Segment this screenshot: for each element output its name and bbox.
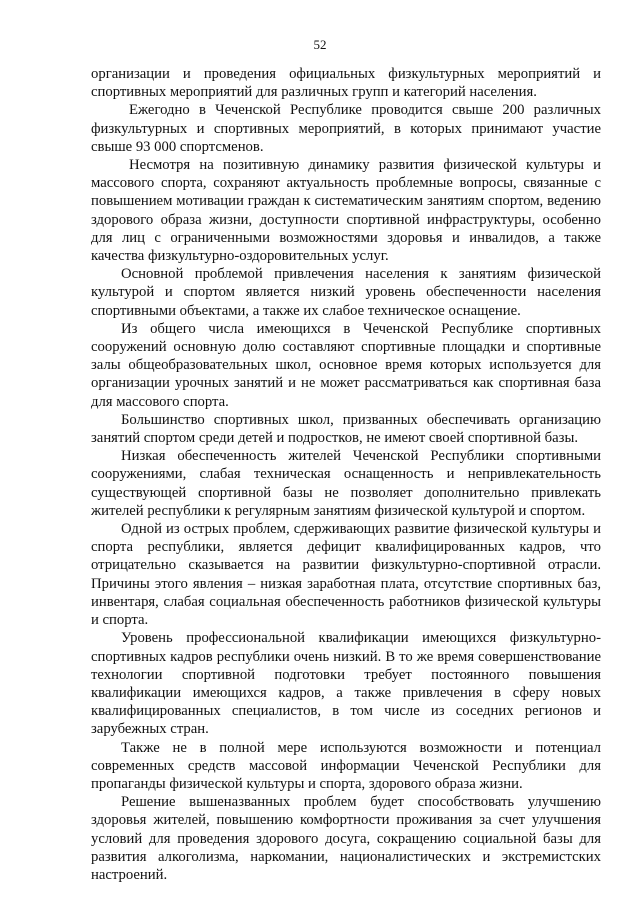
paragraph: Основной проблемой привлечения населения к занятиям физической культурой и спортом является низкий уровень обеспеченности населения спортивными объектами, а также их слабое техническое оснащение. — [91, 266, 601, 319]
paragraph: Из общего числа имеющихся в Чеченской Республике спортивных сооружений основную долю составляют спортивные площадки и спортивные залы общеобразовательных школ, основное время которых используется для организации урочных занятий и не может рассматриваться как спортивная база для массового спорта. — [91, 320, 601, 410]
body-text — [91, 65, 601, 884]
paragraph: Большинство спортивных школ, призванных обеспечивать организацию занятий спортом среди детей и подростков, не имеют своей спортивной базы. — [91, 411, 601, 447]
paragraph: Решение вышеназванных проблем будет способствовать улучшению здоровья жителей, повышению комфортности проживания за счет улучшения условий для проведения здорового досуга, сокращению социальной базы для развития алкоголизма, наркомании, националистических и экстремистских настроений. — [91, 794, 601, 883]
page-number: 52 — [313, 37, 327, 52]
paragraph: Уровень профессиональной квалификации имеющихся физкультурно-спортивных кадров республики очень низкий. В то же время совершенствование технологии спортивной подготовки требует постоянного повышения квалификации имеющихся кадров, а также привлечения в сферу новых квалифицированных специалистов, в том числе из соседних регионов и зарубежных стран. — [91, 630, 601, 738]
paragraph: Ежегодно в Чеченской Республике проводится свыше 200 различных физкультурных и спортивных мероприятий, в которых принимают участие свыше 93 000 спортсменов. — [91, 102, 601, 155]
paragraph: Несмотря на позитивную динамику развития физической культуры и массового спорта, сохраняют актуальность проблемные вопросы, связанные с повышением мотивации граждан к систематическим занятиям спортом, ведению здорового образа жизни, доступности спортивной инфраструктуры, особенно для лиц с ограниченными возможностями здоровья и инвалидов, а также качества физкультурно-оздоровительных услуг. — [91, 157, 601, 265]
paragraph: Низкая обеспеченность жителей Чеченской Республики спортивными сооружениями, слабая техническая оснащенность и непривлекательность существующей спортивной базы не позволяет дополнительно привлекать жителей республики к регулярным занятиям физической культурой и спортом. — [91, 448, 601, 519]
paragraph: организации и проведения официальных физкультурных мероприятий и спортивных мероприятий для различных групп и категорий населения. — [91, 66, 601, 101]
paragraph: Также не в полной мере используются возможности и потенциал современных средств массовой информации Чеченской Республики для пропаганды физической культуры и спорта, здорового образа жизни. — [91, 739, 601, 792]
paragraph: Одной из острых проблем, сдерживающих развитие физической культуры и спорта республики, является дефицит квалифицированных кадров, что отрицательно сказывается на развитии физкультурно-спортивной отрасли. Причины этого явления – низкая заработная плата, отсутствие спортивных баз, инвентаря, слабая социальная обеспеченность работников физической культуры и спорта. — [91, 521, 601, 629]
